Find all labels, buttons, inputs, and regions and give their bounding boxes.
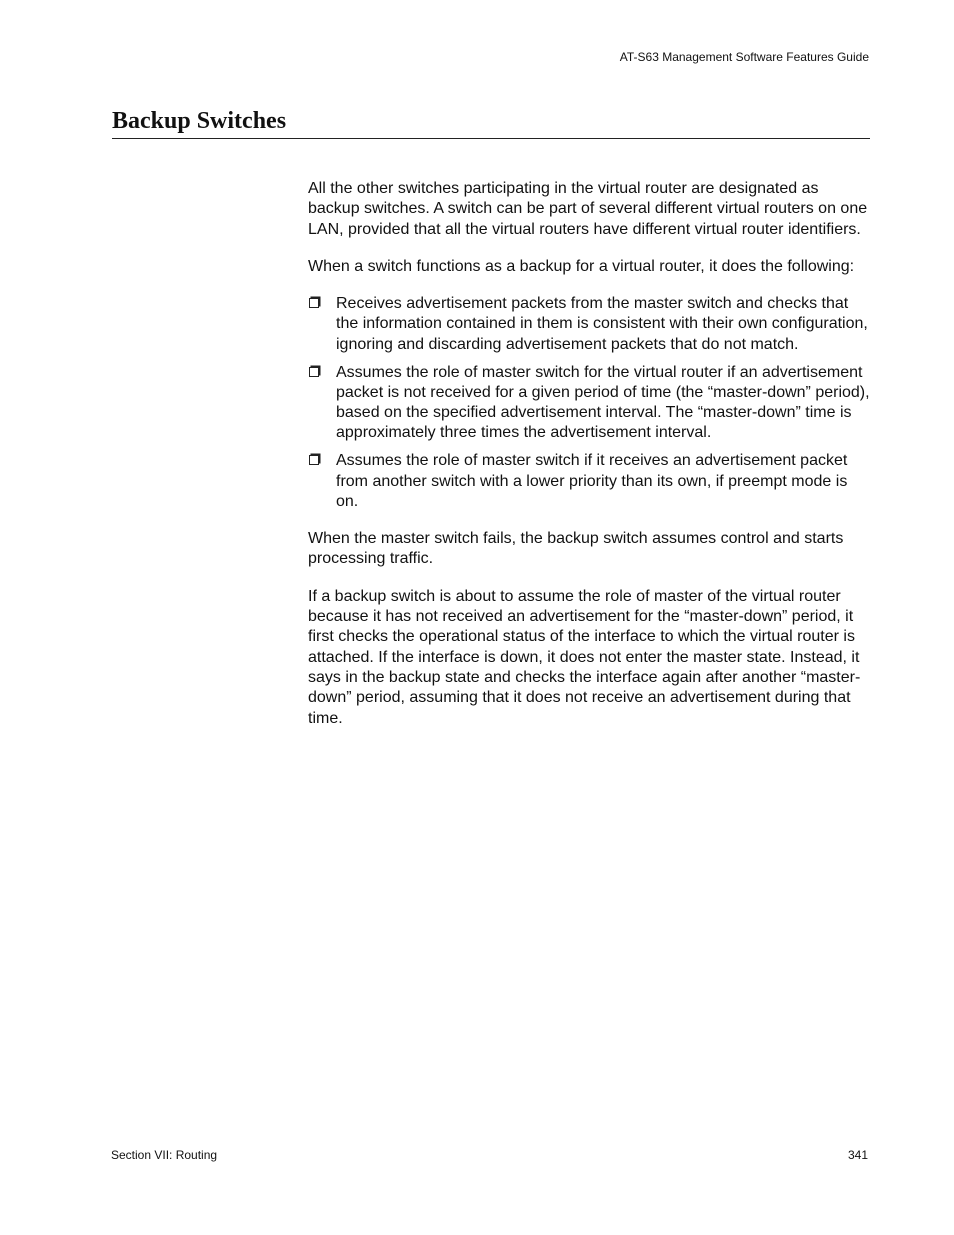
bullet-text-2: Assumes the role of master switch for the virtual router if an advertisement packet is not received for a given period of time (the “master-down” period), based on the specified advertisement interval. The “master-down” time is approximately three times the advertisement interval. — [336, 363, 870, 442]
checkbox-bullet-icon — [309, 367, 319, 377]
bullet-item-2 — [308, 363, 870, 444]
bullet-item-3 — [308, 451, 870, 512]
body-paragraph-1: All the other switches participating in the virtual router are designated as backup switches. A switch can be part of several different virtual routers on one LAN, provided that all the virtual routers have different virtual router identifiers. — [308, 180, 868, 238]
body-column — [308, 179, 870, 746]
body-paragraph-3: When the master switch fails, the backup switch assumes control and starts processing traffic. — [308, 530, 844, 568]
running-header: AT-S63 Management Software Features Guide — [619, 50, 869, 64]
body-paragraph-2: When a switch functions as a backup for a virtual router, it does the following: — [308, 257, 855, 275]
section-heading: Backup Switches — [112, 107, 870, 139]
footer-page-number: 341 — [847, 1148, 868, 1162]
checkbox-bullet-icon — [309, 455, 319, 465]
footer-section-label: Section VII: Routing — [111, 1148, 218, 1162]
bullet-list — [308, 294, 870, 512]
checkbox-bullet-icon — [309, 298, 319, 308]
bullet-text-3: Assumes the role of master switch if it receives an advertisement packet from another switch with a lower priority than its own, if preempt mode is on. — [336, 452, 848, 510]
body-paragraph-4: If a backup switch is about to assume the role of master of the virtual router because it has not received an advertisement for the “master-down” period, it first checks the operational status of the interface to which the virtual router is attached. If the interface is down, it does not enter the master state. Instead, it says in the backup state and checks the interface again after another “master-down” period, assuming that it does not receive an advertisement during that time. — [308, 587, 861, 727]
bullet-item-1 — [308, 294, 870, 355]
bullet-text-1: Receives advertisement packets from the master switch and checks that the information contained in them is consistent with their own configuration, ignoring and discarding advertisement packets that do not match. — [336, 295, 868, 353]
